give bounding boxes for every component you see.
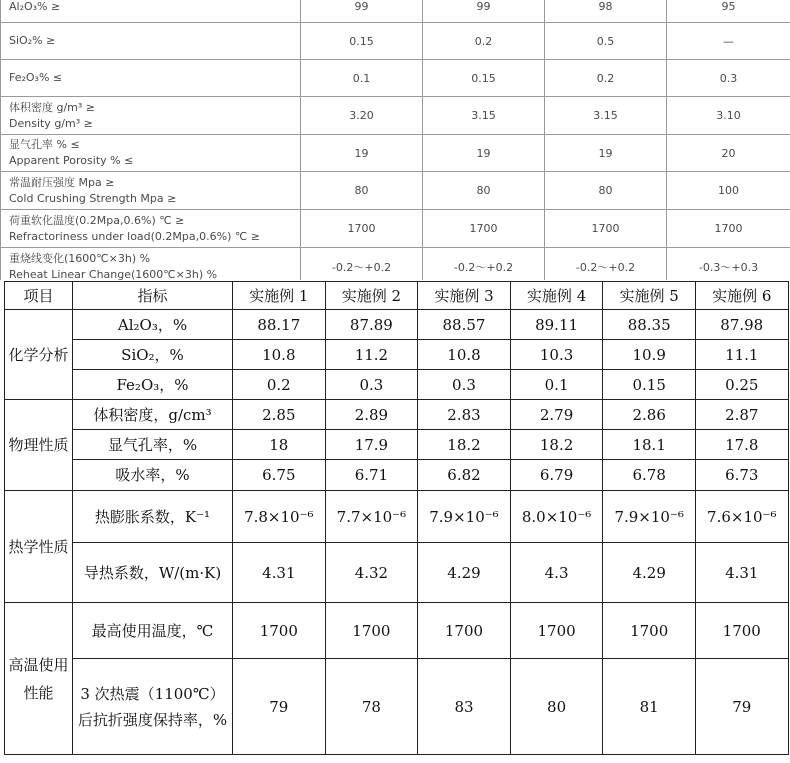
- table-cell: 83: [418, 659, 511, 755]
- label-en: Refractoriness under load(0.2Mpa,0.6%) ℃ ≥: [9, 229, 260, 243]
- table-cell: 6.82: [418, 460, 511, 491]
- table-cell: 80: [545, 172, 667, 210]
- table-cell: 2.89: [325, 400, 418, 430]
- table-cell: 0.2: [545, 60, 667, 97]
- table-row: [5, 310, 789, 340]
- table-cell: 10.8: [233, 340, 326, 370]
- table-row: [1, 210, 790, 248]
- table-cell: 18: [233, 430, 326, 460]
- table-cell: 99: [423, 0, 545, 23]
- table-row: [1, 135, 790, 172]
- indicator-label: 3 次热震（1100℃）后抗折强度保持率，%: [73, 659, 233, 755]
- table-cell: 98: [545, 0, 667, 23]
- table-cell: 78: [325, 659, 418, 755]
- label-en: Apparent Porosity % ≤: [9, 154, 134, 167]
- table-cell: 87.98: [695, 310, 788, 340]
- table-cell: 10.3: [510, 340, 603, 370]
- header-row: [5, 282, 789, 310]
- table-cell: 1700: [325, 603, 418, 659]
- property-label: [1, 135, 301, 172]
- table-row: [5, 400, 789, 430]
- table-cell: 4.32: [325, 543, 418, 603]
- table-cell: -0.2～+0.2: [423, 248, 545, 281]
- label-cn: 重烧线变化(1600℃×3h) %: [9, 251, 151, 265]
- indicator-label: 热膨胀系数，K⁻¹: [73, 491, 233, 543]
- property-label: [1, 210, 301, 248]
- table-row: [1, 97, 790, 135]
- table-cell: —: [667, 23, 790, 60]
- table-cell: 20: [667, 135, 790, 172]
- table-cell: 0.3: [418, 370, 511, 400]
- table-cell: 19: [423, 135, 545, 172]
- table-cell: 0.15: [423, 60, 545, 97]
- table-row: [5, 603, 789, 659]
- group-label-chemical: 化学分析: [5, 310, 73, 400]
- header-cell-indicator: 指标: [73, 282, 233, 310]
- table-cell: 6.79: [510, 460, 603, 491]
- table-cell: 6.71: [325, 460, 418, 491]
- table-row: [5, 659, 789, 755]
- table-cell: 4.29: [603, 543, 696, 603]
- label-cn: 显气孔率 % ≤: [9, 138, 80, 151]
- table-cell: 0.15: [603, 370, 696, 400]
- table-cell: 17.8: [695, 430, 788, 460]
- table-cell: 99: [301, 0, 423, 23]
- table-cell: 7.6×10⁻⁶: [695, 491, 788, 543]
- table-cell: 4.31: [233, 543, 326, 603]
- table-row: [1, 172, 790, 210]
- table-cell: 6.73: [695, 460, 788, 491]
- indicator-label: Fe₂O₃，%: [73, 370, 233, 400]
- table-cell: 0.5: [545, 23, 667, 60]
- header-cell-example-3: 实施例 3: [418, 282, 511, 310]
- table-cell: 6.78: [603, 460, 696, 491]
- header-cell-item: 项目: [5, 282, 73, 310]
- table-cell: 8.0×10⁻⁶: [510, 491, 603, 543]
- table-cell: 17.9: [325, 430, 418, 460]
- table-row: [5, 430, 789, 460]
- table-cell: 88.17: [233, 310, 326, 340]
- table-cell: -0.2～+0.2: [545, 248, 667, 281]
- label-cn: 荷重软化温度(0.2Mpa,0.6%) ℃ ≥: [9, 213, 185, 227]
- group-label-high-temp: 高温使用性能: [5, 603, 73, 755]
- header-cell-example-4: 实施例 4: [510, 282, 603, 310]
- indicator-label: Al₂O₃，%: [73, 310, 233, 340]
- indicator-label: 显气孔率，%: [73, 430, 233, 460]
- indicator-label: 吸水率，%: [73, 460, 233, 491]
- table-cell: -0.2～+0.2: [301, 248, 423, 281]
- table-cell: 2.86: [603, 400, 696, 430]
- property-label: Fe₂O₃% ≤: [1, 60, 301, 97]
- table-row: [5, 491, 789, 543]
- table-cell: 80: [301, 172, 423, 210]
- table-cell: 18.2: [510, 430, 603, 460]
- table-cell: 18.1: [603, 430, 696, 460]
- table-cell: 88.57: [418, 310, 511, 340]
- table-cell: 95: [667, 0, 790, 23]
- table-cell: 7.7×10⁻⁶: [325, 491, 418, 543]
- table-cell: 81: [603, 659, 696, 755]
- table-cell: 4.3: [510, 543, 603, 603]
- table-cell: 11.2: [325, 340, 418, 370]
- table-cell: 1700: [695, 603, 788, 659]
- table-cell: 6.75: [233, 460, 326, 491]
- table-cell: 7.9×10⁻⁶: [418, 491, 511, 543]
- table-cell: 0.25: [695, 370, 788, 400]
- table-cell: 0.2: [233, 370, 326, 400]
- table-cell: 0.2: [423, 23, 545, 60]
- table-row: [1, 248, 790, 281]
- table-cell: 1700: [233, 603, 326, 659]
- label-en: Density g/m³ ≥: [9, 116, 93, 130]
- table-cell: 18.2: [418, 430, 511, 460]
- table-cell: 0.1: [301, 60, 423, 97]
- examples-table-region: [4, 281, 788, 755]
- table-cell: 19: [301, 135, 423, 172]
- header-cell-example-2: 实施例 2: [325, 282, 418, 310]
- label-en: Cold Crushing Strength Mpa ≥: [9, 191, 177, 205]
- table-cell: 0.3: [667, 60, 790, 97]
- table-cell: 80: [423, 172, 545, 210]
- property-label: [1, 97, 301, 135]
- table-cell: 10.9: [603, 340, 696, 370]
- table-cell: 1700: [418, 603, 511, 659]
- table-cell: 0.15: [301, 23, 423, 60]
- indicator-label: 体积密度，g/cm³: [73, 400, 233, 430]
- table-row: [5, 370, 789, 400]
- table-cell: 7.8×10⁻⁶: [233, 491, 326, 543]
- table-cell: 10.8: [418, 340, 511, 370]
- label-cn: 常温耐压强度 Mpa ≥: [9, 175, 115, 189]
- table-cell: 89.11: [510, 310, 603, 340]
- group-label-thermal: 热学性质: [5, 491, 73, 603]
- table-cell: 3.15: [423, 97, 545, 135]
- header-cell-example-5: 实施例 5: [603, 282, 696, 310]
- table-cell: 3.10: [667, 97, 790, 135]
- label-cn: 体积密度 g/m³ ≥: [9, 100, 96, 114]
- table-cell: 79: [695, 659, 788, 755]
- table-cell: 1700: [545, 210, 667, 248]
- examples-table: [4, 281, 789, 755]
- table-cell: 2.83: [418, 400, 511, 430]
- property-label: Al₂O₃% ≥: [1, 0, 301, 23]
- property-label: [1, 172, 301, 210]
- property-label: SiO₂% ≥: [1, 23, 301, 60]
- upper-spec-table: [0, 0, 790, 280]
- table-cell: 7.9×10⁻⁶: [603, 491, 696, 543]
- table-cell: 1700: [301, 210, 423, 248]
- table-cell: 0.1: [510, 370, 603, 400]
- label-en: Reheat Linear Change(1600℃×3h) %: [9, 267, 218, 280]
- table-cell: 4.29: [418, 543, 511, 603]
- indicator-label: 导热系数，W/(m·K): [73, 543, 233, 603]
- table-row: [5, 460, 789, 491]
- header-cell-example-1: 实施例 1: [233, 282, 326, 310]
- table-cell: 2.79: [510, 400, 603, 430]
- table-cell: 2.85: [233, 400, 326, 430]
- table-cell: 100: [667, 172, 790, 210]
- table-cell: 0.3: [325, 370, 418, 400]
- table-cell: 19: [545, 135, 667, 172]
- group-label-physical: 物理性质: [5, 400, 73, 491]
- table-cell: 79: [233, 659, 326, 755]
- table-cell: 1700: [667, 210, 790, 248]
- table-cell: 3.20: [301, 97, 423, 135]
- table-cell: 4.31: [695, 543, 788, 603]
- table-row: [1, 60, 790, 97]
- table-cell: 1700: [510, 603, 603, 659]
- table-cell: -0.3～+0.3: [667, 248, 790, 281]
- table-row: [1, 0, 790, 23]
- table-cell: 88.35: [603, 310, 696, 340]
- table-cell: 3.15: [545, 97, 667, 135]
- table-row: [5, 340, 789, 370]
- indicator-label: SiO₂，%: [73, 340, 233, 370]
- table-cell: 1700: [603, 603, 696, 659]
- table-cell: 1700: [423, 210, 545, 248]
- header-cell-example-6: 实施例 6: [695, 282, 788, 310]
- table-row: [1, 23, 790, 60]
- property-label: [1, 248, 301, 281]
- upper-spec-table-region: [0, 0, 790, 280]
- table-cell: 2.87: [695, 400, 788, 430]
- table-row: [5, 543, 789, 603]
- table-cell: 80: [510, 659, 603, 755]
- table-cell: 87.89: [325, 310, 418, 340]
- table-cell: 11.1: [695, 340, 788, 370]
- indicator-label: 最高使用温度，℃: [73, 603, 233, 659]
